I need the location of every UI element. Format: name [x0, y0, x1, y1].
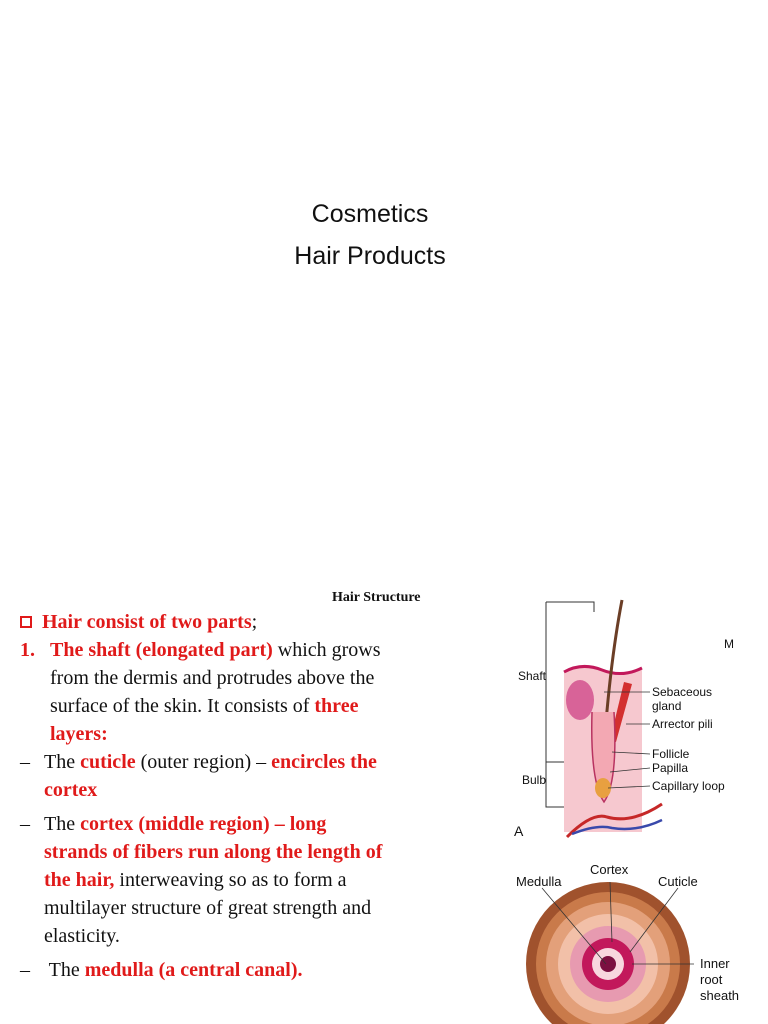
- label-papilla: Papilla: [652, 761, 689, 775]
- title-line-1: Cosmetics: [311, 200, 429, 228]
- cuticle-red: cuticle: [80, 751, 136, 773]
- item1-c: surface of the skin. It consists of: [50, 695, 315, 717]
- item1-c-red: three: [314, 695, 359, 717]
- cortex-dash: –: [269, 813, 290, 835]
- sebaceous-gland-shape: [566, 680, 594, 720]
- label-inner-2: root: [700, 972, 723, 987]
- intro-red: Hair consist of two parts: [42, 611, 252, 633]
- dash-marker: –: [20, 959, 30, 981]
- cortex-red4: the hair,: [44, 869, 115, 891]
- label-panel-a: A: [514, 823, 524, 839]
- label-m: M: [724, 637, 734, 651]
- item1-line3: [20, 692, 460, 720]
- hair-cross-section: [526, 882, 690, 1024]
- dash-marker: –: [20, 751, 30, 773]
- item1-line1: [20, 636, 460, 664]
- cuticle-line1: [20, 748, 460, 776]
- cuticle-the: The: [44, 751, 81, 773]
- item1-number: 1.: [20, 639, 35, 661]
- cortex-red2: long: [289, 813, 327, 835]
- medulla-red: medulla (a central canal).: [84, 959, 303, 981]
- cuticle-red2: encircles the: [271, 751, 377, 773]
- label-shaft: Shaft: [518, 669, 547, 683]
- checkbox-bullet-icon: [20, 616, 32, 628]
- body-text: [20, 608, 460, 984]
- medulla-the: The: [44, 959, 85, 981]
- hair-structure-diagram: [512, 592, 762, 1024]
- cortex-line5: elasticity.: [44, 925, 120, 947]
- dash-marker: –: [20, 813, 30, 835]
- label-inner-3: sheath: [700, 988, 740, 1003]
- medulla-line: [20, 956, 460, 984]
- item1-line4: [20, 720, 460, 748]
- label-medulla: Medulla: [516, 874, 562, 889]
- cortex-the: The: [44, 813, 81, 835]
- title-line-2: Hair Products: [294, 242, 446, 270]
- hair-structure-slide: [0, 560, 768, 1024]
- label-capillary: Capillary loop: [652, 779, 725, 793]
- cortex-line2: [20, 838, 460, 866]
- intro-line: [20, 608, 460, 636]
- cortex-red3: strands of fibers run along the length of: [44, 841, 383, 863]
- cuticle-red3: cortex: [44, 779, 98, 801]
- cortex-line1: [20, 810, 460, 838]
- item1-red: The shaft (elongated part): [50, 639, 273, 661]
- label-inner-1: Inner: [700, 956, 730, 971]
- cortex-line3: [20, 866, 460, 894]
- label-arrector: Arrector pili: [652, 717, 713, 731]
- intro-end: ;: [251, 611, 258, 633]
- cortex-line4: multilayer structure of great strength and: [44, 897, 372, 919]
- section-heading: Hair Structure: [332, 590, 421, 605]
- label-follicle: Follicle: [652, 747, 690, 761]
- label-cortex: Cortex: [590, 862, 629, 877]
- cuticle-mid: (outer region) –: [135, 751, 272, 773]
- item1-d-red: layers:: [50, 723, 108, 745]
- label-cuticle: Cuticle: [658, 874, 698, 889]
- cortex-red: cortex (middle region): [80, 813, 270, 835]
- item1-a: which grows: [272, 639, 381, 661]
- cuticle-line2: [20, 776, 460, 804]
- label-sebaceous-2: gland: [652, 699, 682, 713]
- cortex-rest1: interweaving so as to form a: [114, 869, 347, 891]
- item1-line2: from the dermis and protrudes above the: [50, 667, 375, 689]
- label-sebaceous-1: Sebaceous: [652, 685, 713, 699]
- label-bulb: Bulb: [522, 773, 547, 787]
